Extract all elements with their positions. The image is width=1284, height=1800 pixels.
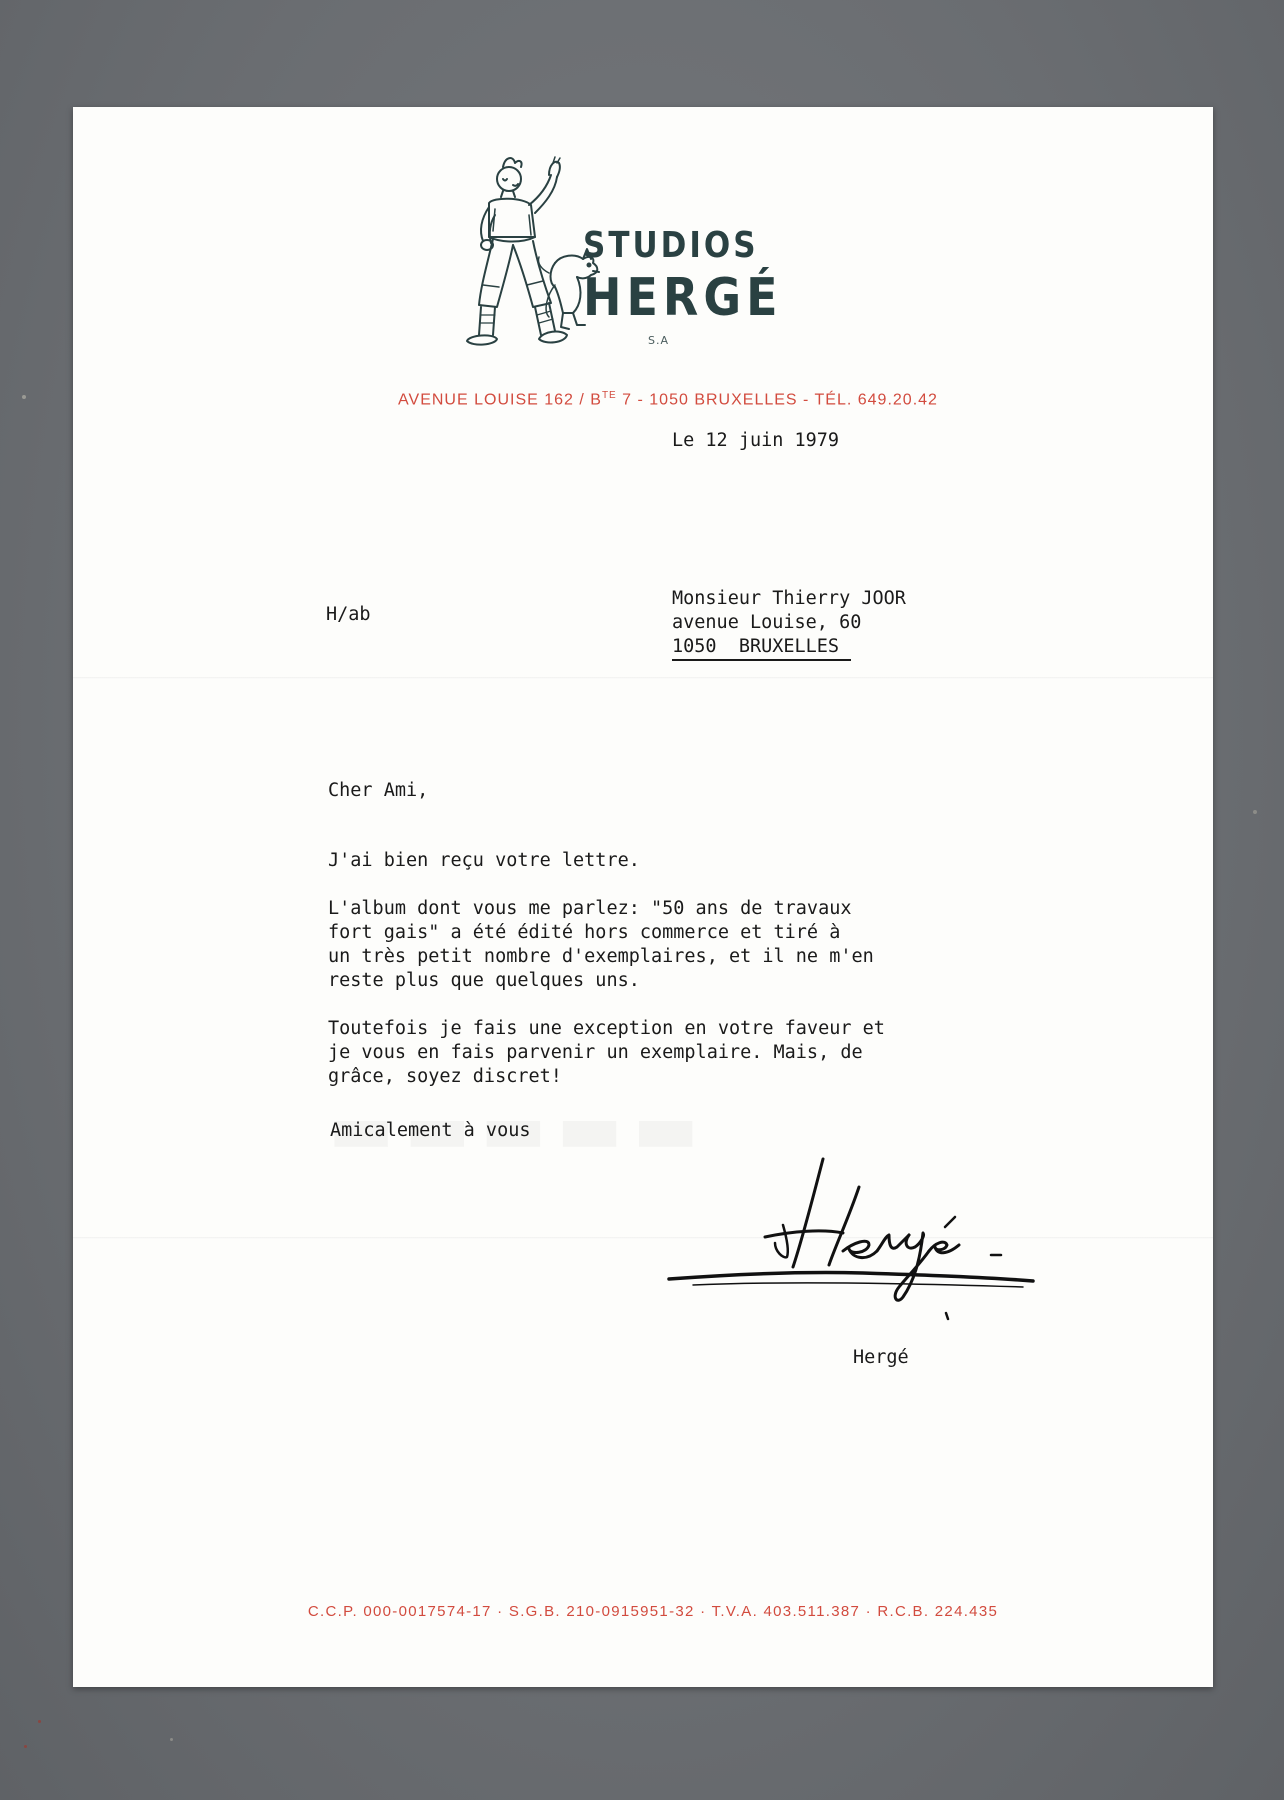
fold-line <box>73 677 1213 679</box>
salutation: Cher Ami, <box>328 780 429 801</box>
background-speck <box>24 1745 27 1748</box>
logo-studios-text: STUDIOS <box>583 225 759 267</box>
letter-sheet <box>73 107 1213 1687</box>
letter-date: Le 12 juin 1979 <box>672 430 840 451</box>
background-speck <box>22 395 26 399</box>
handwritten-signature <box>663 1147 1063 1347</box>
reference-code: H/ab <box>326 604 371 625</box>
letter-body <box>328 849 885 1089</box>
recipient-name: Monsieur Thierry JOOR <box>672 588 906 609</box>
logo-herge-text: HERGÉ <box>583 266 783 328</box>
logo-sa-text: S.A <box>648 334 670 347</box>
closing-phrase: Amicalement à vous <box>330 1120 531 1141</box>
background-speck <box>38 1720 41 1723</box>
body-paragraph: L'album dont vous me parlez: "50 ans de travaux fort gais" a été édité hors commerce et tiré à un très petit nombre d'exemplaires, et il ne m'en reste plus que quelques uns. <box>328 898 874 991</box>
address-part-1: AVENUE LOUISE 162 / B <box>398 391 602 409</box>
recipient-city: 1050 BRUXELLES <box>672 635 851 661</box>
letterhead-address <box>73 390 1213 409</box>
background-speck <box>1253 810 1257 814</box>
address-superscript: TE <box>601 390 617 401</box>
body-paragraph: J'ai bien reçu votre lettre. <box>328 850 640 871</box>
body-paragraph: Toutefois je fais une exception en votre faveur et je vous en fais parvenir un exemplaire. Mais, de grâce, soyez discret! <box>328 1018 885 1087</box>
address-part-2: 7 - 1050 BRUXELLES - TÉL. 649.20.42 <box>616 391 938 409</box>
background-speck <box>170 1738 173 1741</box>
signer-name: Hergé <box>853 1347 909 1368</box>
company-logo-text <box>583 225 783 328</box>
recipient-street: avenue Louise, 60 <box>672 612 862 633</box>
recipient-address <box>672 587 906 661</box>
footer-registration: C.C.P. 000-0017574-17 · S.G.B. 210-0915951-32 · T.V.A. 403.511.387 · R.C.B. 224.435 <box>307 1603 999 1620</box>
